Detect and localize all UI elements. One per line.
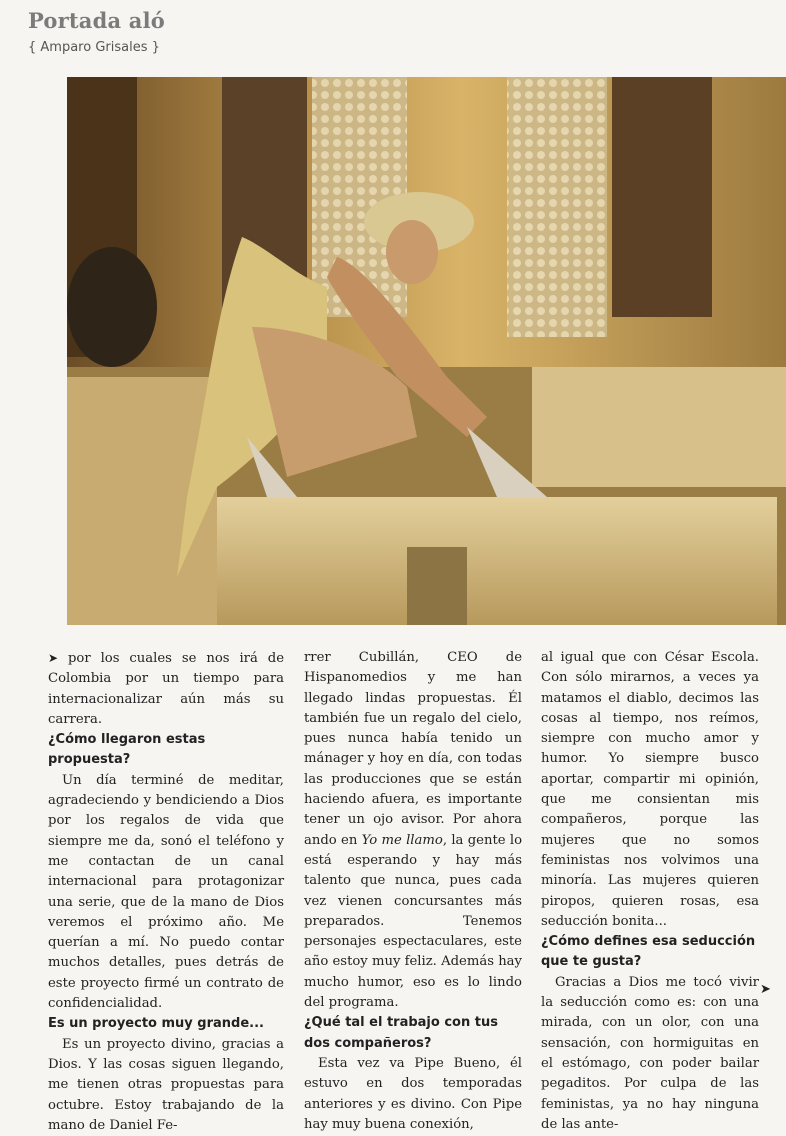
column2-paragraph-2: Esta vez va Pipe Bueno, él estuvo en dos temporadas anteriores y es divino. Con Pipe hay muy buena conexión, xyxy=(304,1055,522,1132)
continue-arrow-icon: ➤ xyxy=(48,651,59,665)
article-column-3 xyxy=(541,648,759,1135)
show-title: Yo me llamo xyxy=(361,832,443,848)
page-header xyxy=(28,8,165,55)
column2-paragraph-1b: , la gente lo está esperando y hay más talento que nunca, pues cada vez vienen concursantes más preparados. Tenemos personajes espectaculares, este año estoy muy feliz. Además hay mucho humor, eso es lo lindo del programa. xyxy=(304,832,523,1011)
article-column-1 xyxy=(48,648,284,1136)
column1-paragraph-2: Un día terminé de meditar, agradeciendo y bendiciendo a Dios por los regalos de vida que siempre me da, sonó el teléfono y me contactan de un canal internacional para protagonizar una serie, que de la mano de Dios veremos el próximo año. Me querían a mí. No puedo contar muchos detalles, pues detrás de este proyecto firmé un contrato de confidencialidad. xyxy=(48,772,284,1012)
column1-paragraph-3: Es un proyecto divino, gracias a Dios. Y las cosas siguen llegando, me tienen otras propuestas para octubre. Estoy trabajando de la mano de Daniel Fe- xyxy=(48,1036,284,1133)
column3-paragraph-2: Gracias a Dios me tocó vivir la seducción como es: con una mirada, con un olor, con una sensación, con hormiguitas en el estómago, con poder bailar pegaditos. Por culpa de las feministas, ya no hay ninguna de las ante- xyxy=(541,974,759,1132)
question-heading-1: ¿Cómo llegaron estas propuesta? xyxy=(48,732,206,768)
column1-paragraph-1: por los cuales se nos irá de Colombia por un tiempo para internacionalizar aún más su carrera. xyxy=(48,651,284,727)
question-heading-2: Es un proyecto muy grande... xyxy=(48,1016,264,1032)
column3-paragraph-1: al igual que con César Escola. Con sólo mirarnos, a veces ya matamos el diablo, decimos las cosas al tiempo, nos reímos, siempre con mucho amor y humor. Yo siempre busco aportar, compartir mi opinión, que me consientan mis compañeros, porque las mujeres que no somos feministas nos volvimos una minoría. Las mujeres quieren piropos, quieren rosas, esa seducción bonita... xyxy=(541,650,759,929)
article-column-2 xyxy=(304,648,522,1135)
question-heading-3: ¿Qué tal el trabajo con tus dos compañeros? xyxy=(304,1015,498,1051)
article-subtitle: { Amparo Grisales } xyxy=(28,40,160,55)
cover-photo xyxy=(67,77,786,625)
column2-paragraph-1a: rrer Cubillán, CEO de Hispanomedios y me han llegado lindas propuestas. Él también fue un regalo del cielo, pues nunca había tenido un mánager y hoy en día, con todas las producciones que se están haciendo afuera, es importante tener un ojo avisor. Por ahora ando en xyxy=(304,650,522,848)
section-title: Portada aló xyxy=(28,8,165,33)
question-heading-4: ¿Cómo defines esa seducción que te gusta? xyxy=(541,934,756,970)
continue-next-page-arrow-icon: ➤ xyxy=(760,982,771,997)
photo-illustration xyxy=(67,77,786,625)
